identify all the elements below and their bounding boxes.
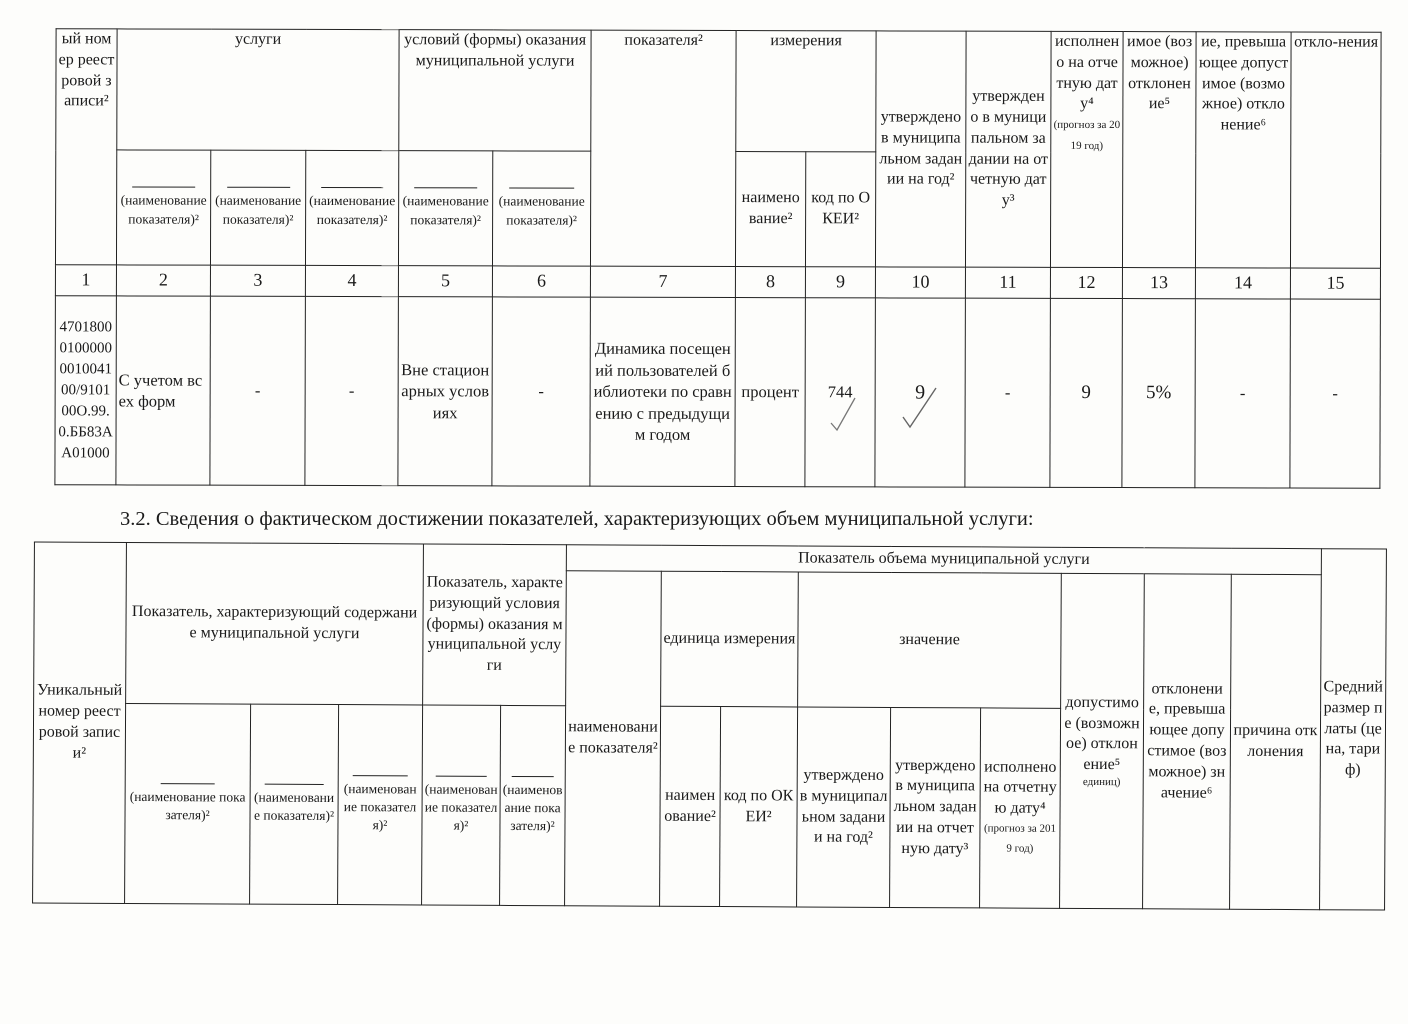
column-number: 13 [1122,268,1195,299]
header-average-fee: Средний размер платы (цена, тариф) [1320,549,1387,910]
column-number: 12 [1050,267,1122,298]
subheader-indicator: (наименование показателя)² [125,703,251,904]
cell: 5% [1122,299,1195,488]
header-unit: единица измерения [661,571,799,707]
header-indicator-name: наименование показателя² [565,571,662,906]
subheader-indicator: (наименование показателя)² [338,705,423,905]
cell: 9 [875,298,965,487]
header-registry-number: ый номер реестровой записи² [55,29,117,265]
column-number: 14 [1195,268,1290,299]
cell: - [210,296,305,485]
header-service-conditions: Показатель, характеризующий условия (формы) оказания муниципальной услуги [423,544,567,706]
header-service-conditions: условий (формы) оказания муниципальной услуги [399,30,591,152]
subheader-indicator: (наименование показателя)² [493,151,591,266]
section-title: 3.2. Сведения о фактическом достижении показателей, характеризующих объем муниципальной услуги: [120,508,1034,530]
cell: - [1195,299,1290,488]
subheader-unit-name: наименование² [660,706,721,906]
column-number: 3 [210,265,305,296]
header-executed-label: исполнено на отчетную дату⁴ [1054,32,1120,113]
column-number: 2 [116,265,210,296]
subheader-executed: исполнено на отчетную дату⁴ (прогноз за 2019 год) [980,708,1061,908]
header-value: значение [798,572,1062,708]
subheader-approved-year: утверждено в муниципальном задании на год² [797,707,891,907]
header-executed [1051,31,1124,267]
subheader-indicator: (наименование показателя)² [399,151,493,266]
subheader-okei-code: код по ОКЕИ² [806,152,876,267]
subheader-indicator: (наименование показателя)² [422,705,501,905]
column-number: 15 [1290,268,1380,299]
header-approved-year: утверждено в муниципальном задании на год² [876,31,967,267]
indicator-quality-table [54,28,1381,488]
header-volume-indicator: Показатель объема муниципальной услуги [566,545,1321,575]
table-row [55,296,1381,488]
column-number: 6 [492,266,590,297]
header-allowed-deviation: допустимое (возможное) отклонение⁵ единиц) [1060,573,1145,908]
header-approved-date: утверждено в муниципальном задании на отчетную дату³ [966,31,1052,267]
column-number: 7 [590,266,735,297]
column-number: 5 [398,266,492,297]
subheader-unit-name: наименование² [736,152,806,267]
cell: 9 [1050,298,1122,487]
cell: процент [735,298,805,487]
header-deviation-reason: откло-нения [1291,32,1382,268]
header-service-content: услуги [117,29,399,151]
cell: С учетом всех форм [116,296,210,485]
subheader-indicator: (наименование показателя)² [210,150,305,265]
header-deviation-reason: причина отклонения [1230,574,1322,909]
indicator-volume-table [32,541,1387,910]
header-service-content: Показатель, характеризующий содержание муниципальной услуги [126,542,424,705]
subheader-indicator: (наименование показателя)² [250,704,339,904]
header-executed-note: (прогноз за 2019 год) [1053,119,1121,153]
header-indicator-name: показателя² [591,30,737,266]
column-number: 9 [805,267,875,298]
cell: 744 [805,298,875,487]
header-allowed-deviation: имое (возможное) отклонение⁵ [1123,32,1197,268]
subheader-approved-date: утверждено в муниципальном задании на отчетную дату³ [890,707,981,907]
column-number: 8 [735,267,805,298]
cell: - [305,296,399,485]
registry-number-cell: 47018000100000001004100/910100О.99.0.ББ83АА01000 [55,296,116,485]
cell: - [965,298,1050,487]
header-registry-number: Уникальный номер реестровой записи² [33,542,127,903]
subheader-indicator: (наименование показателя)² [116,150,210,265]
subheader-indicator: (наименование показателя)² [500,705,566,905]
check-mark-icon [900,385,940,435]
column-number-row [55,265,1380,299]
cell: Вне стационарных условиях [398,297,492,486]
column-number: 4 [305,265,398,296]
cell: - [492,297,591,486]
check-mark-icon [828,395,858,435]
cell: Динамика посещений пользователей библиотеки по сравнению с предыдущим годом [590,297,735,486]
column-number: 1 [55,265,116,296]
subheader-okei-code: код по ОКЕИ² [720,707,798,907]
cell: - [1290,299,1380,488]
header-unit: измерения [736,31,876,152]
column-number: 11 [965,267,1050,298]
column-number: 10 [875,267,965,298]
subheader-executed-note: (прогноз за 2019 год) [983,822,1057,855]
header-allowed-note: единиц) [1082,775,1121,789]
header-exceeding-deviation: ие, превышающее допустимое (возможное) отклонение⁶ [1196,32,1292,268]
subheader-indicator: (наименование показателя)² [305,150,398,265]
header-exceeding-deviation: отклонение, превышающее допустимое (возможное) значение⁶ [1143,574,1232,909]
